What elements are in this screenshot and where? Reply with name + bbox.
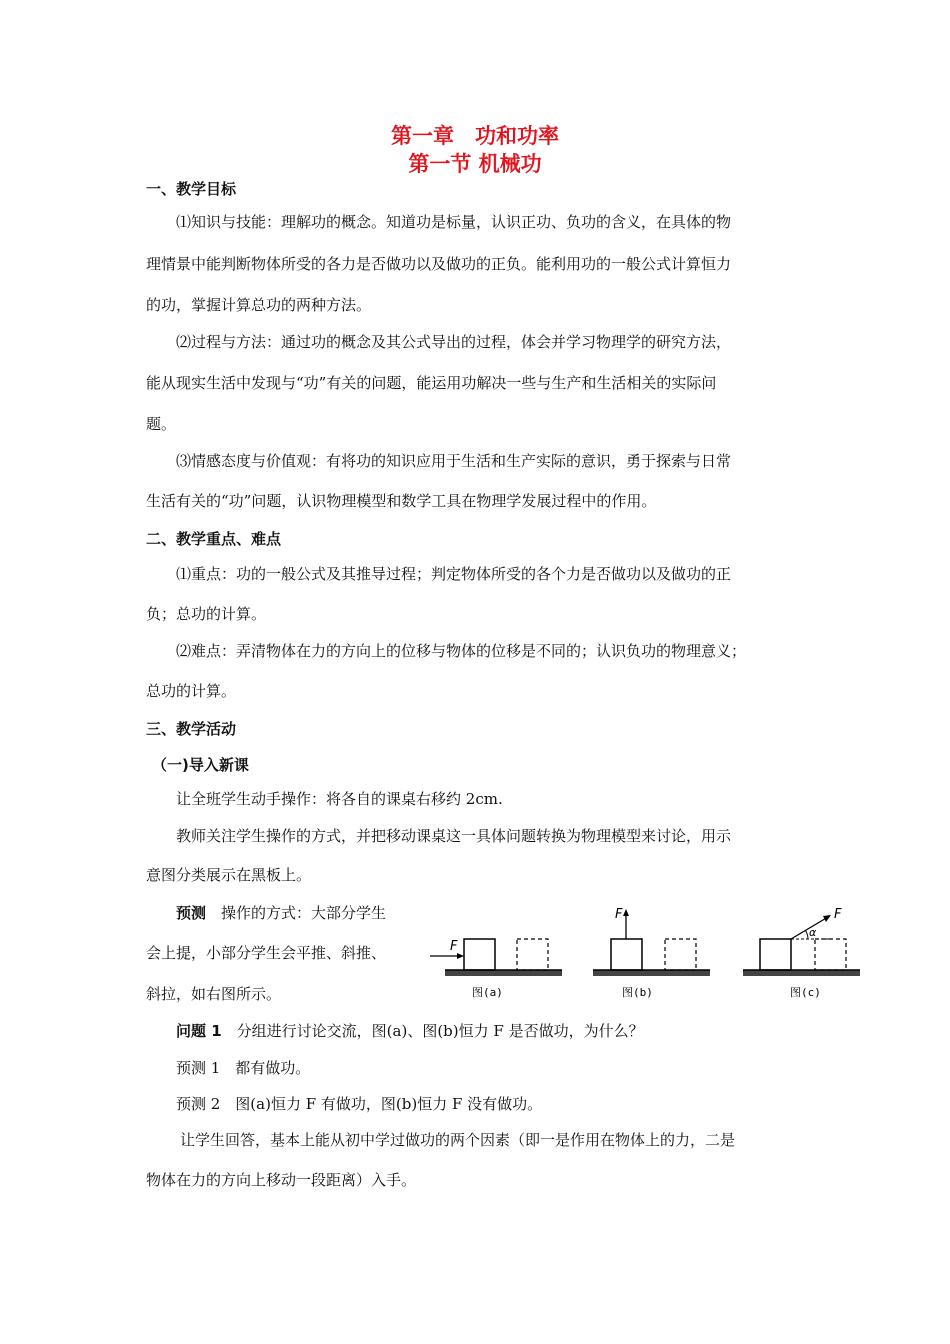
paragraph-line: 意图分类展示在黑板上。 [146,866,312,884]
figure-a [430,939,562,999]
block-a-moved [517,939,548,970]
angle-label: α [809,926,817,939]
paragraph-line: 斜拉，如右图所示。 [146,985,282,1003]
heading-key-points: 二、教学重点、难点 [146,530,282,548]
paragraph-line: ⑵过程与方法：通过功的概念及其公式导出的过程，体会并学习物理学的研究方法， [176,333,732,351]
block-c-moved [815,939,846,970]
paragraph-line: 让全班学生动手操作：将各自的课桌右移约 2cm. [176,790,503,808]
paragraph-line: 物体在力的方向上移动一段距离）入手。 [146,1171,417,1189]
ground-b [593,970,710,976]
question-line [176,1021,808,1041]
heading-activities: 三、教学活动 [146,720,237,738]
block-b-moved [665,939,696,970]
figure-b [593,907,710,999]
paragraph-line: 的功，掌握计算总功的两种方法。 [146,296,372,314]
question-label: 问题 1 [176,1022,222,1040]
paragraph-line: ⑴重点：功的一般公式及其推导过程；判定物体所受的各个力是否做功以及做功的正 [176,565,732,583]
paragraph-line: 预测 1 都有做功。 [176,1059,311,1077]
block-c [760,939,791,970]
prediction-line [176,903,436,923]
paragraph-line: 教师关注学生操作的方式，并把移动课桌这一具体问题转换为物理模型来讨论，用示 [176,827,732,845]
chapter-title: 第一章 功和功率 [391,123,559,148]
caption-a: 图(a) [472,986,503,999]
figure-c [743,907,860,999]
block-b [611,939,642,970]
heading-teaching-goals: 一、教学目标 [146,180,237,198]
heading-intro: （一)导入新课 [152,756,249,774]
block-a [464,939,495,970]
paragraph-line: ⑴知识与技能：理解功的概念。知道功是标量，认识正功、负功的含义，在具体的物 [176,213,732,231]
prediction-text: 操作的方式：大部分学生 [206,904,387,922]
paragraph-line: 会上提，小部分学生会平推、斜推、 [146,944,387,962]
paragraph-line: 让学生回答，基本上能从初中学过做功的两个因素（即一是作用在物体上的力，二是 [180,1131,736,1149]
prediction-label: 预测 [176,904,207,922]
paragraph-line: 能从现实生活中发现与“功”有关的问题，能运用功解决一些与生产和生活相关的实际问 [146,374,717,392]
force-label-a: F [450,939,458,954]
section-title: 第一节 机械功 [408,151,542,176]
paragraph-line: 题。 [146,415,177,433]
question-text: 分组进行讨论交流，图(a)、图(b)恒力 F 是否做功，为什么？ [221,1022,644,1040]
caption-b: 图(b) [622,986,653,999]
force-diagram-figure [430,900,870,1010]
ground-c [743,970,860,976]
paragraph-line: ⑵难点：弄清物体在力的方向上的位移与物体的位移是不同的；认识负功的物理意义； [176,642,747,660]
force-label-b: F [615,907,623,922]
paragraph-line: 生活有关的“功”问题，认识物理模型和数学工具在物理学发展过程中的作用。 [146,492,657,510]
paragraph-line: 负；总功的计算。 [146,605,267,623]
paragraph-line: 预测 2 图(a)恒力 F 有做功，图(b)恒力 F 没有做功。 [176,1095,543,1113]
caption-c: 图(c) [790,986,821,999]
force-label-c: F [834,907,842,922]
paragraph-line: 理情景中能判断物体所受的各力是否做功以及做功的正负。能利用功的一般公式计算恒力 [146,255,732,273]
paragraph-line: ⑶情感态度与价值观：有将功的知识应用于生活和生产实际的意识，勇于探索与日常 [176,452,732,470]
ground-a [445,970,562,976]
paragraph-line: 总功的计算。 [146,682,237,700]
